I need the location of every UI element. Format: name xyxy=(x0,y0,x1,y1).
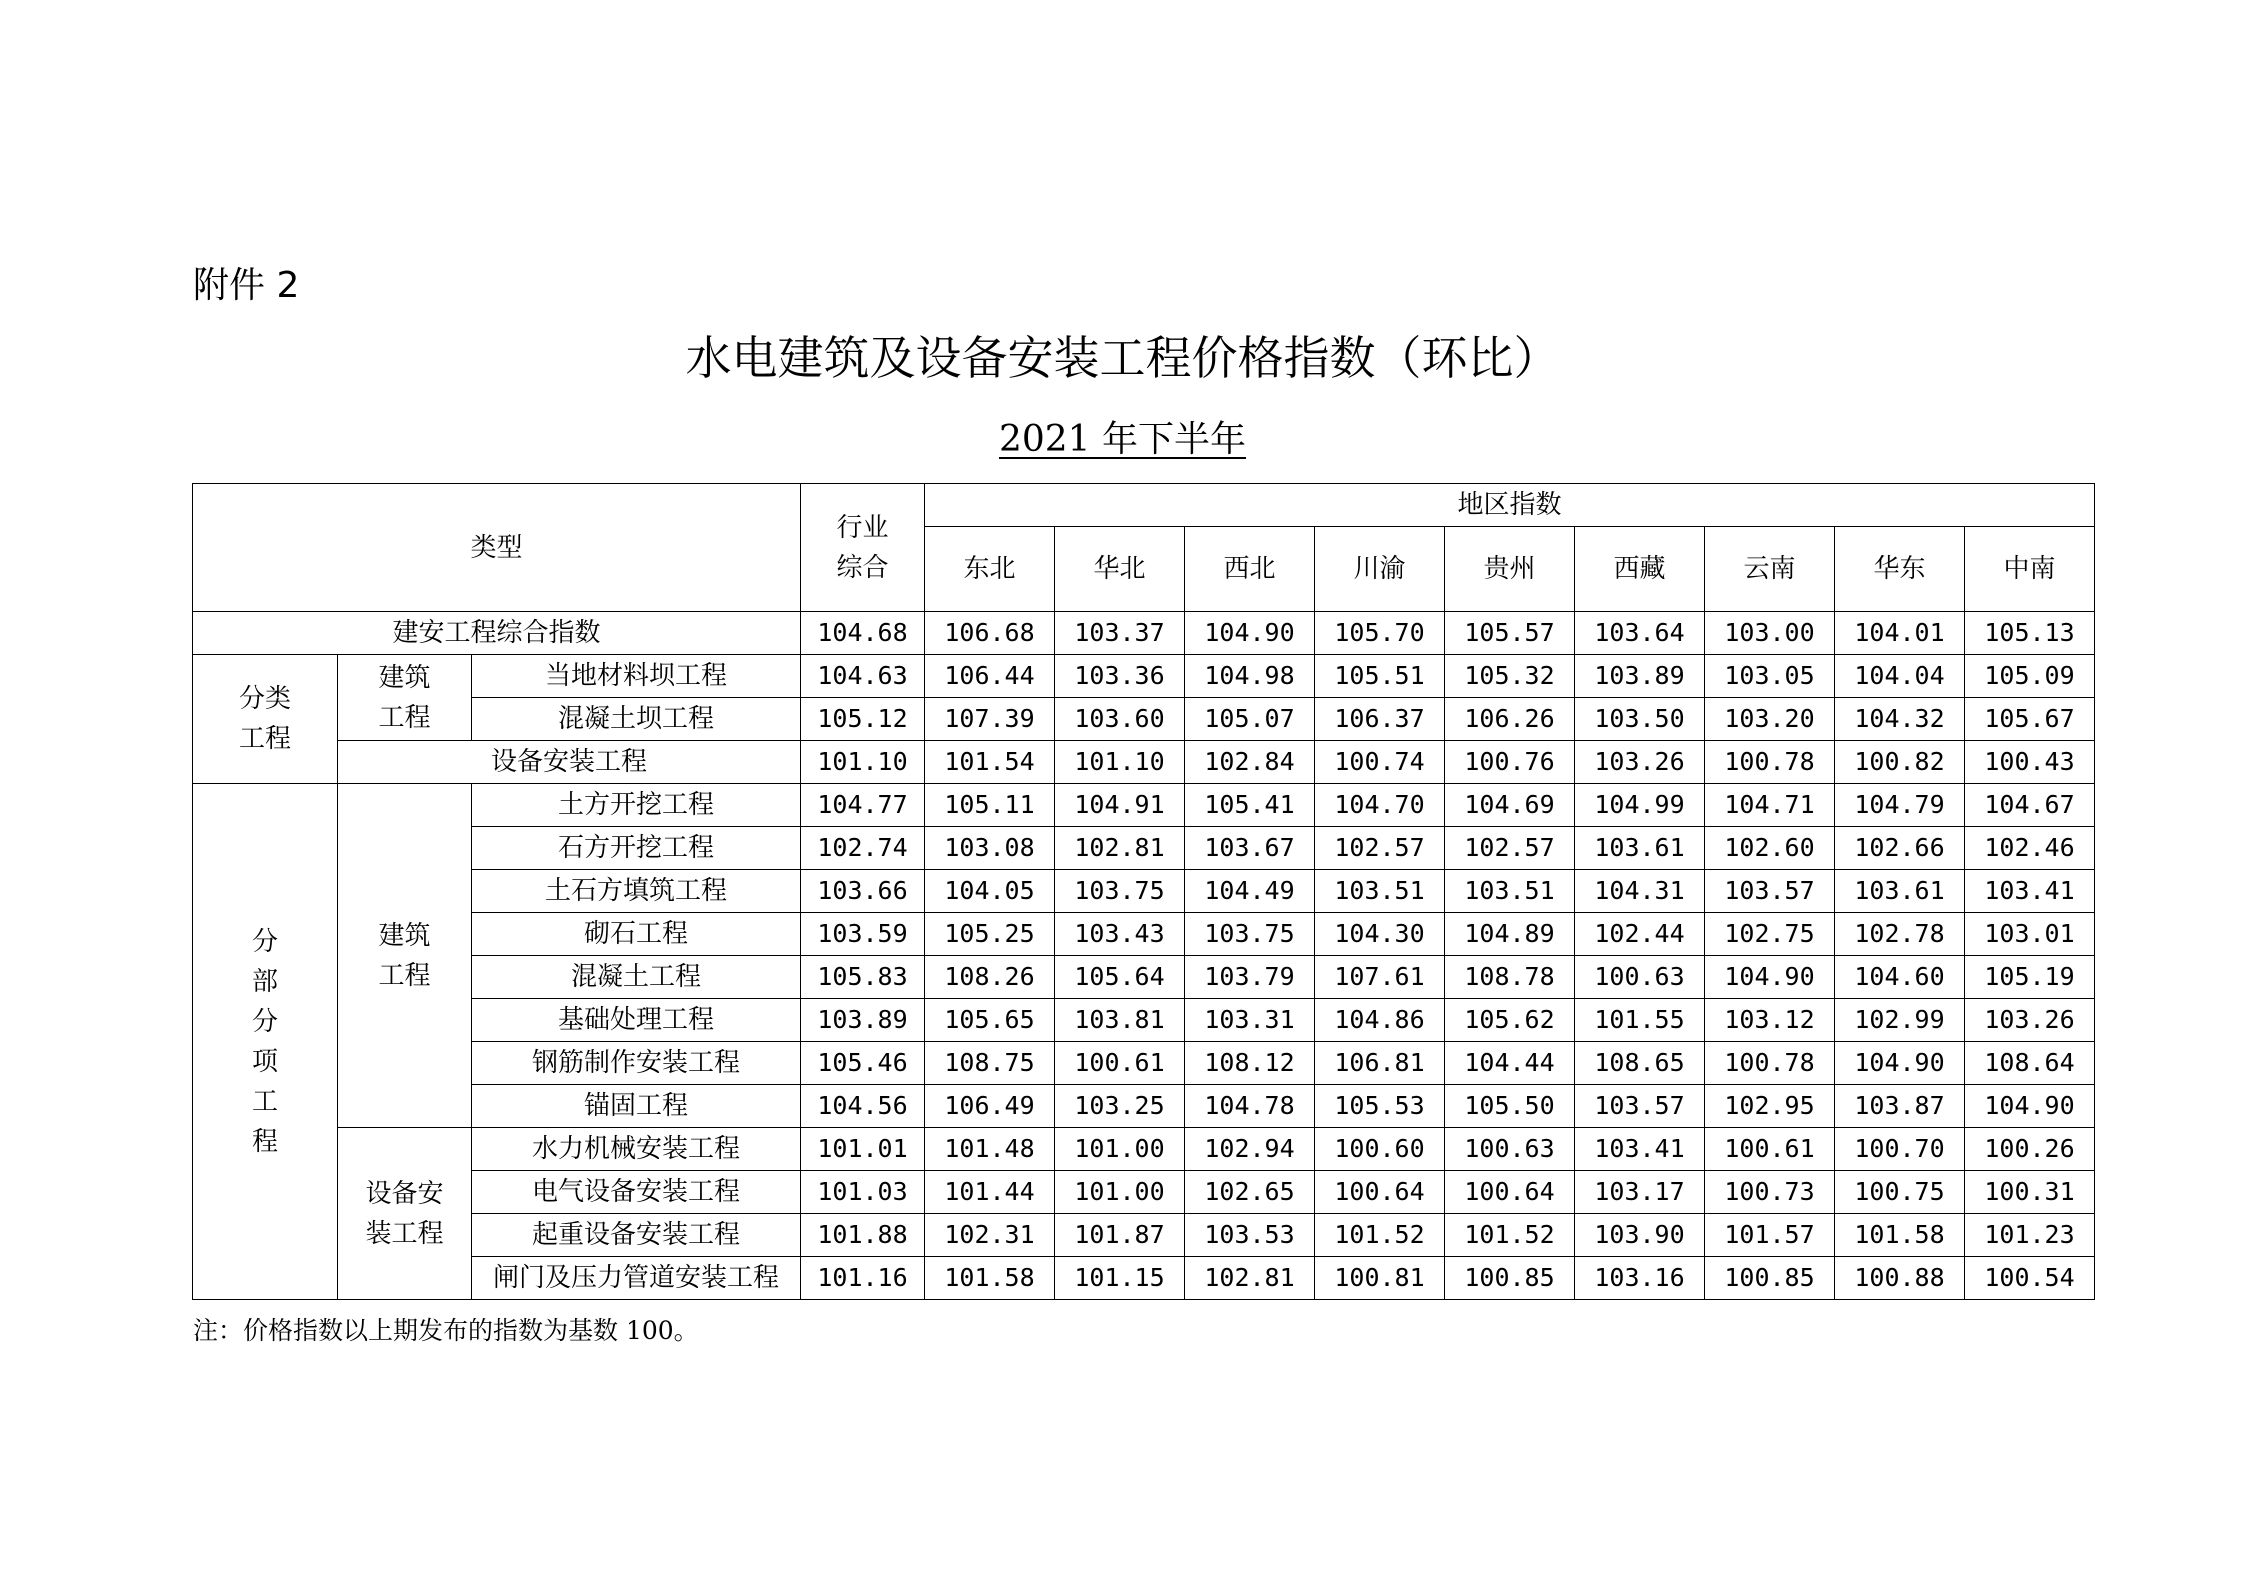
industry-value: 101.16 xyxy=(801,1257,925,1300)
region-value: 103.43 xyxy=(1055,913,1185,956)
region-value: 103.00 xyxy=(1705,612,1835,655)
table-row xyxy=(193,870,2095,913)
region-value: 103.79 xyxy=(1185,956,1315,999)
region-value: 102.81 xyxy=(1185,1257,1315,1300)
region-value: 108.26 xyxy=(925,956,1055,999)
industry-value: 104.56 xyxy=(801,1085,925,1128)
region-value: 100.63 xyxy=(1445,1128,1575,1171)
header-region: 华东 xyxy=(1835,527,1965,612)
industry-value: 103.59 xyxy=(801,913,925,956)
industry-value: 103.66 xyxy=(801,870,925,913)
cell-line: 项 xyxy=(251,1046,278,1077)
region-value: 104.05 xyxy=(925,870,1055,913)
region-value: 102.57 xyxy=(1315,827,1445,870)
region-value: 104.31 xyxy=(1575,870,1705,913)
region-value: 104.49 xyxy=(1185,870,1315,913)
table-row xyxy=(193,1085,2095,1128)
cell-line: 工 xyxy=(251,1086,278,1117)
region-value: 103.75 xyxy=(1185,913,1315,956)
region-value: 100.88 xyxy=(1835,1257,1965,1300)
cell-line: 程 xyxy=(251,1126,278,1157)
table-row xyxy=(193,827,2095,870)
row-label: 基础处理工程 xyxy=(472,999,801,1042)
table-row xyxy=(193,1042,2095,1085)
table-row xyxy=(193,612,2095,655)
cell-line: 工程 xyxy=(378,960,431,991)
industry-value: 105.46 xyxy=(801,1042,925,1085)
cell-line: 行业 xyxy=(836,512,889,543)
region-value: 101.10 xyxy=(1055,741,1185,784)
table-row xyxy=(193,784,2095,827)
row-label: 锚固工程 xyxy=(472,1085,801,1128)
region-value: 102.94 xyxy=(1185,1128,1315,1171)
region-value: 104.70 xyxy=(1315,784,1445,827)
region-value: 101.58 xyxy=(1835,1214,1965,1257)
region-value: 105.70 xyxy=(1315,612,1445,655)
region-value: 101.44 xyxy=(925,1171,1055,1214)
header-region: 云南 xyxy=(1705,527,1835,612)
cell-line: 综合 xyxy=(836,552,889,583)
region-value: 104.44 xyxy=(1445,1042,1575,1085)
region-value: 107.61 xyxy=(1315,956,1445,999)
region-value: 101.57 xyxy=(1705,1214,1835,1257)
region-value: 100.81 xyxy=(1315,1257,1445,1300)
region-value: 100.64 xyxy=(1315,1171,1445,1214)
region-value: 103.51 xyxy=(1315,870,1445,913)
row-label: 水力机械安装工程 xyxy=(472,1128,801,1171)
row-label: 设备安装工程 xyxy=(338,741,801,784)
cell-line: 设备安 xyxy=(365,1178,444,1209)
region-value: 105.07 xyxy=(1185,698,1315,741)
region-value: 105.53 xyxy=(1315,1085,1445,1128)
industry-value: 101.10 xyxy=(801,741,925,784)
header-region: 西藏 xyxy=(1575,527,1705,612)
region-value: 100.82 xyxy=(1835,741,1965,784)
region-value: 100.76 xyxy=(1445,741,1575,784)
region-value: 104.90 xyxy=(1705,956,1835,999)
region-value: 104.30 xyxy=(1315,913,1445,956)
group-subitem xyxy=(193,784,338,1300)
region-value: 105.13 xyxy=(1965,612,2095,655)
region-value: 104.89 xyxy=(1445,913,1575,956)
region-value: 103.57 xyxy=(1705,870,1835,913)
table-row xyxy=(193,1214,2095,1257)
industry-value: 103.89 xyxy=(801,999,925,1042)
row-label: 土石方填筑工程 xyxy=(472,870,801,913)
table-row xyxy=(193,741,2095,784)
region-value: 102.31 xyxy=(925,1214,1055,1257)
region-value: 100.78 xyxy=(1705,1042,1835,1085)
region-value: 101.00 xyxy=(1055,1171,1185,1214)
region-value: 104.86 xyxy=(1315,999,1445,1042)
region-value: 103.67 xyxy=(1185,827,1315,870)
row-label: 闸门及压力管道安装工程 xyxy=(472,1257,801,1300)
region-value: 105.11 xyxy=(925,784,1055,827)
region-value: 100.54 xyxy=(1965,1257,2095,1300)
region-value: 104.04 xyxy=(1835,655,1965,698)
region-value: 101.87 xyxy=(1055,1214,1185,1257)
region-value: 100.75 xyxy=(1835,1171,1965,1214)
region-value: 103.31 xyxy=(1185,999,1315,1042)
subgroup-subitem-building xyxy=(338,784,472,1128)
region-value: 101.58 xyxy=(925,1257,1055,1300)
row-label: 建安工程综合指数 xyxy=(193,612,801,655)
region-value: 103.12 xyxy=(1705,999,1835,1042)
region-value: 105.19 xyxy=(1965,956,2095,999)
row-label: 电气设备安装工程 xyxy=(472,1171,801,1214)
cell-line: 分类 xyxy=(238,684,291,714)
region-value: 100.85 xyxy=(1445,1257,1575,1300)
region-value: 104.90 xyxy=(1185,612,1315,655)
header-region: 华北 xyxy=(1055,527,1185,612)
region-value: 100.70 xyxy=(1835,1128,1965,1171)
region-value: 102.44 xyxy=(1575,913,1705,956)
region-value: 102.60 xyxy=(1705,827,1835,870)
region-value: 104.79 xyxy=(1835,784,1965,827)
subgroup-subitem-equipment xyxy=(338,1128,472,1300)
region-value: 103.26 xyxy=(1575,741,1705,784)
region-value: 103.50 xyxy=(1575,698,1705,741)
region-value: 104.90 xyxy=(1965,1085,2095,1128)
region-value: 108.12 xyxy=(1185,1042,1315,1085)
region-value: 104.69 xyxy=(1445,784,1575,827)
region-value: 103.17 xyxy=(1575,1171,1705,1214)
region-value: 103.05 xyxy=(1705,655,1835,698)
price-index-table xyxy=(192,483,2095,1300)
region-value: 103.75 xyxy=(1055,870,1185,913)
table-row xyxy=(193,913,2095,956)
region-value: 103.01 xyxy=(1965,913,2095,956)
region-value: 101.52 xyxy=(1445,1214,1575,1257)
region-value: 103.61 xyxy=(1575,827,1705,870)
region-value: 105.09 xyxy=(1965,655,2095,698)
region-value: 101.48 xyxy=(925,1128,1055,1171)
region-value: 102.66 xyxy=(1835,827,1965,870)
header-region: 东北 xyxy=(925,527,1055,612)
region-value: 100.78 xyxy=(1705,741,1835,784)
region-value: 102.99 xyxy=(1835,999,1965,1042)
region-value: 105.41 xyxy=(1185,784,1315,827)
region-value: 103.60 xyxy=(1055,698,1185,741)
region-value: 104.01 xyxy=(1835,612,1965,655)
row-label: 石方开挖工程 xyxy=(472,827,801,870)
industry-value: 105.83 xyxy=(801,956,925,999)
region-value: 105.57 xyxy=(1445,612,1575,655)
region-value: 108.65 xyxy=(1575,1042,1705,1085)
industry-value: 104.68 xyxy=(801,612,925,655)
cell-line: 工程 xyxy=(378,702,431,733)
table-row xyxy=(193,999,2095,1042)
region-value: 104.78 xyxy=(1185,1085,1315,1128)
region-value: 104.99 xyxy=(1575,784,1705,827)
industry-value: 101.03 xyxy=(801,1171,925,1214)
region-value: 105.65 xyxy=(925,999,1055,1042)
region-value: 102.46 xyxy=(1965,827,2095,870)
region-value: 108.64 xyxy=(1965,1042,2095,1085)
region-value: 101.00 xyxy=(1055,1128,1185,1171)
region-value: 100.63 xyxy=(1575,956,1705,999)
region-value: 104.67 xyxy=(1965,784,2095,827)
region-value: 100.61 xyxy=(1705,1128,1835,1171)
region-value: 101.54 xyxy=(925,741,1055,784)
region-value: 108.75 xyxy=(925,1042,1055,1085)
region-value: 103.90 xyxy=(1575,1214,1705,1257)
region-value: 100.31 xyxy=(1965,1171,2095,1214)
region-value: 103.61 xyxy=(1835,870,1965,913)
region-value: 100.73 xyxy=(1705,1171,1835,1214)
region-value: 103.81 xyxy=(1055,999,1185,1042)
cell-line: 分 xyxy=(251,1006,278,1037)
header-region: 川渝 xyxy=(1315,527,1445,612)
row-label: 混凝土坝工程 xyxy=(472,698,801,741)
industry-value: 104.77 xyxy=(801,784,925,827)
industry-value: 104.63 xyxy=(801,655,925,698)
region-value: 105.51 xyxy=(1315,655,1445,698)
region-value: 103.51 xyxy=(1445,870,1575,913)
table-row xyxy=(193,956,2095,999)
industry-value: 101.01 xyxy=(801,1128,925,1171)
region-value: 105.67 xyxy=(1965,698,2095,741)
region-value: 102.75 xyxy=(1705,913,1835,956)
region-value: 102.65 xyxy=(1185,1171,1315,1214)
region-value: 101.15 xyxy=(1055,1257,1185,1300)
region-value: 106.26 xyxy=(1445,698,1575,741)
region-value: 106.81 xyxy=(1315,1042,1445,1085)
region-value: 104.90 xyxy=(1835,1042,1965,1085)
region-value: 106.68 xyxy=(925,612,1055,655)
region-value: 101.52 xyxy=(1315,1214,1445,1257)
region-value: 102.84 xyxy=(1185,741,1315,784)
header-region: 贵州 xyxy=(1445,527,1575,612)
region-value: 103.87 xyxy=(1835,1085,1965,1128)
page-subtitle xyxy=(0,416,2245,464)
region-value: 107.39 xyxy=(925,698,1055,741)
region-value: 105.32 xyxy=(1445,655,1575,698)
header-region: 中南 xyxy=(1965,527,2095,612)
cell-line: 建筑 xyxy=(378,920,431,951)
region-value: 100.85 xyxy=(1705,1257,1835,1300)
page-title: 水电建筑及设备安装工程价格指数（环比） xyxy=(685,331,1560,385)
region-value: 108.78 xyxy=(1445,956,1575,999)
region-value: 100.43 xyxy=(1965,741,2095,784)
region-value: 103.26 xyxy=(1965,999,2095,1042)
table-row xyxy=(193,655,2095,698)
region-value: 104.71 xyxy=(1705,784,1835,827)
region-value: 106.37 xyxy=(1315,698,1445,741)
region-value: 100.61 xyxy=(1055,1042,1185,1085)
region-value: 100.60 xyxy=(1315,1128,1445,1171)
region-value: 100.64 xyxy=(1445,1171,1575,1214)
row-label: 混凝土工程 xyxy=(472,956,801,999)
region-value: 105.64 xyxy=(1055,956,1185,999)
footnote: 注：价格指数以上期发布的指数为基数 100。 xyxy=(193,1316,699,1345)
region-value: 103.41 xyxy=(1965,870,2095,913)
row-label: 砌石工程 xyxy=(472,913,801,956)
region-value: 102.78 xyxy=(1835,913,1965,956)
region-value: 103.57 xyxy=(1575,1085,1705,1128)
header-industry xyxy=(801,484,925,612)
header-region-group: 地区指数 xyxy=(925,484,2095,527)
industry-value: 105.12 xyxy=(801,698,925,741)
table-row xyxy=(193,1128,2095,1171)
attachment-label: 附件 2 xyxy=(193,265,300,306)
row-label: 起重设备安装工程 xyxy=(472,1214,801,1257)
region-value: 103.89 xyxy=(1575,655,1705,698)
region-value: 103.64 xyxy=(1575,612,1705,655)
region-value: 103.20 xyxy=(1705,698,1835,741)
region-value: 103.36 xyxy=(1055,655,1185,698)
region-value: 102.81 xyxy=(1055,827,1185,870)
cell-line: 部 xyxy=(251,966,278,997)
region-value: 104.91 xyxy=(1055,784,1185,827)
region-value: 100.26 xyxy=(1965,1128,2095,1171)
region-value: 105.25 xyxy=(925,913,1055,956)
header-type: 类型 xyxy=(193,484,801,612)
subtitle-text: 2021 年下半年 xyxy=(998,419,1247,460)
region-value: 105.62 xyxy=(1445,999,1575,1042)
region-value: 104.60 xyxy=(1835,956,1965,999)
row-label: 当地材料坝工程 xyxy=(472,655,801,698)
row-label: 钢筋制作安装工程 xyxy=(472,1042,801,1085)
group-classified xyxy=(193,655,338,784)
region-value: 103.53 xyxy=(1185,1214,1315,1257)
region-value: 103.25 xyxy=(1055,1085,1185,1128)
region-value: 101.23 xyxy=(1965,1214,2095,1257)
cell-line: 建筑 xyxy=(378,662,431,693)
row-label: 土方开挖工程 xyxy=(472,784,801,827)
region-value: 105.50 xyxy=(1445,1085,1575,1128)
region-value: 102.57 xyxy=(1445,827,1575,870)
cell-line: 装工程 xyxy=(365,1218,444,1249)
region-value: 104.98 xyxy=(1185,655,1315,698)
region-value: 104.32 xyxy=(1835,698,1965,741)
region-value: 100.74 xyxy=(1315,741,1445,784)
cell-line: 分 xyxy=(251,926,278,957)
region-value: 106.44 xyxy=(925,655,1055,698)
industry-value: 101.88 xyxy=(801,1214,925,1257)
region-value: 103.41 xyxy=(1575,1128,1705,1171)
region-value: 102.95 xyxy=(1705,1085,1835,1128)
table-row xyxy=(193,1171,2095,1214)
header-region: 西北 xyxy=(1185,527,1315,612)
table-row xyxy=(193,698,2095,741)
region-value: 106.49 xyxy=(925,1085,1055,1128)
region-value: 103.16 xyxy=(1575,1257,1705,1300)
header-row-group xyxy=(193,484,2095,527)
cell-line: 工程 xyxy=(238,724,291,754)
region-value: 103.37 xyxy=(1055,612,1185,655)
industry-value: 102.74 xyxy=(801,827,925,870)
region-value: 101.55 xyxy=(1575,999,1705,1042)
subgroup-classified-building xyxy=(338,655,472,741)
table-row xyxy=(193,1257,2095,1300)
region-value: 103.08 xyxy=(925,827,1055,870)
